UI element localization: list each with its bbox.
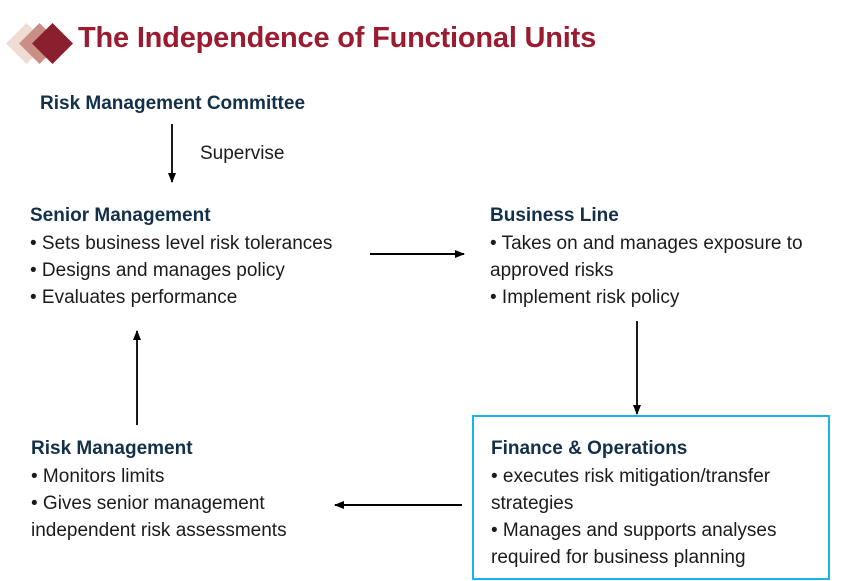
block-bullets (491, 464, 827, 572)
bullet-item: • Sets business level risk tolerances (30, 232, 333, 254)
bullet-item: • executes risk mitigation/transfer strategies (491, 465, 771, 514)
block-business-line (490, 203, 830, 312)
bullet-item: • Monitors limits (31, 465, 165, 487)
block-bullets (30, 231, 332, 312)
block-finance-and-operations (491, 436, 827, 572)
block-senior-management (30, 203, 332, 312)
block-risk-management (31, 436, 361, 545)
block-heading: Business Line (490, 205, 619, 226)
block-bullets (490, 231, 830, 312)
bullet-item: • Takes on and manages exposure to approved risks (490, 232, 803, 281)
block-heading: Finance & Operations (491, 438, 688, 459)
block-bullets (31, 464, 361, 545)
page-title: The Independence of Functional Units (78, 22, 597, 54)
block-heading: Risk Management Committee (40, 93, 306, 114)
bullet-item: • Gives senior management independent risk assessments (31, 492, 287, 541)
bullet-item: • Designs and manages policy (30, 259, 285, 281)
block-risk-management-committee (40, 91, 305, 117)
bullet-item: • Manages and supports analyses required for business planning (491, 519, 777, 568)
block-heading: Senior Management (30, 205, 211, 226)
supervise-label: Supervise (200, 143, 285, 164)
diamond-logo (12, 24, 74, 64)
block-heading: Risk Management (31, 438, 193, 459)
slide-header (0, 0, 841, 75)
bullet-item: • Implement risk policy (490, 286, 680, 308)
bullet-item: • Evaluates performance (30, 286, 238, 308)
